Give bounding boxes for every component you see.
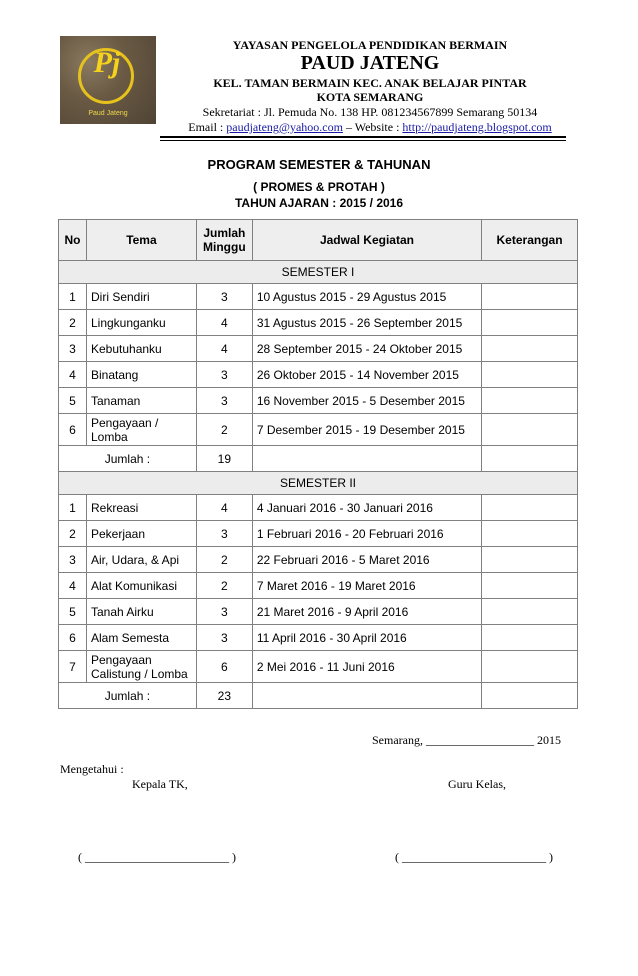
row-jadwal: 28 September 2015 - 24 Oktober 2015 (252, 336, 481, 362)
table-row (59, 336, 578, 362)
row-keterangan (482, 625, 578, 651)
total-empty-ket (482, 446, 578, 472)
row-keterangan (482, 388, 578, 414)
total-value: 23 (196, 683, 252, 709)
total-empty-jadwal (252, 683, 481, 709)
total-label: Jumlah : (59, 446, 197, 472)
logo-text: Pj (93, 46, 121, 79)
email-label: Email : (188, 120, 227, 134)
document-subtitle: ( PROMES & PROTAH ) (253, 180, 385, 194)
semester-1-total-row (59, 446, 578, 472)
row-no: 5 (59, 599, 87, 625)
row-minggu: 3 (196, 284, 252, 310)
row-minggu: 3 (196, 388, 252, 414)
row-no: 4 (59, 573, 87, 599)
row-no: 3 (59, 547, 87, 573)
row-keterangan (482, 599, 578, 625)
table-row (59, 651, 578, 683)
table-row (59, 495, 578, 521)
row-minggu: 6 (196, 651, 252, 683)
row-tema: Binatang (86, 362, 196, 388)
table-row (59, 573, 578, 599)
program-table (58, 219, 578, 709)
col-header-keterangan: Keterangan (482, 220, 578, 261)
row-keterangan (482, 495, 578, 521)
contact-line (170, 120, 570, 135)
total-label: Jumlah : (59, 683, 197, 709)
website-link[interactable]: http://paudjateng.blogspot.com (402, 120, 552, 134)
semester-label: SEMESTER II (59, 472, 578, 495)
table-row (59, 414, 578, 446)
logo-subtext: Paud Jateng (88, 110, 128, 117)
table-row (59, 284, 578, 310)
row-no: 1 (59, 495, 87, 521)
row-keterangan (482, 414, 578, 446)
row-jadwal: 7 Maret 2016 - 19 Maret 2016 (252, 573, 481, 599)
row-jadwal: 26 Oktober 2015 - 14 November 2015 (252, 362, 481, 388)
institution-name: PAUD JATENG (300, 52, 440, 74)
row-tema: Alam Semesta (86, 625, 196, 651)
row-minggu: 4 (196, 310, 252, 336)
row-tema: Diri Sendiri (86, 284, 196, 310)
row-keterangan (482, 547, 578, 573)
row-no: 2 (59, 310, 87, 336)
table-row (59, 362, 578, 388)
academic-year: TAHUN AJARAN : 2015 / 2016 (234, 196, 404, 210)
row-jadwal: 11 April 2016 - 30 April 2016 (252, 625, 481, 651)
row-keterangan (482, 310, 578, 336)
row-keterangan (482, 336, 578, 362)
acknowledged-label: Mengetahui : (60, 762, 124, 776)
row-jadwal: 21 Maret 2016 - 9 April 2016 (252, 599, 481, 625)
table-row (59, 521, 578, 547)
row-no: 6 (59, 625, 87, 651)
secretariat-info: Sekretariat : Jl. Pemuda No. 138 HP. 081234567899 Semarang 50134 (202, 105, 538, 119)
table-row (59, 599, 578, 625)
row-keterangan (482, 651, 578, 683)
row-no: 2 (59, 521, 87, 547)
row-tema: Alat Komunikasi (86, 573, 196, 599)
row-tema: Kebutuhanku (86, 336, 196, 362)
row-jadwal: 31 Agustus 2015 - 26 September 2015 (252, 310, 481, 336)
col-header-no: No (59, 220, 87, 261)
row-no: 5 (59, 388, 87, 414)
semester-1-header (59, 261, 578, 284)
row-jadwal: 1 Februari 2016 - 20 Februari 2016 (252, 521, 481, 547)
letterhead-rule-thick (160, 136, 566, 138)
principal-name-line: ( ________________________ ) (78, 850, 236, 864)
total-empty-jadwal (252, 446, 481, 472)
address-line-2: KOTA SEMARANG (316, 90, 424, 104)
website-label: – Website : (342, 120, 403, 134)
row-keterangan (482, 284, 578, 310)
row-tema: Pengayaan / Lomba (86, 414, 196, 446)
school-logo (60, 36, 156, 124)
total-value: 19 (196, 446, 252, 472)
row-minggu: 3 (196, 625, 252, 651)
col-header-tema: Tema (86, 220, 196, 261)
total-empty-ket (482, 683, 578, 709)
row-tema: Tanah Airku (86, 599, 196, 625)
col-header-jumlah-minggu: Jumlah Minggu (196, 220, 252, 261)
place-date: Semarang, __________________ 2015 (372, 733, 561, 747)
table-row (59, 625, 578, 651)
teacher-name-line: ( ________________________ ) (395, 850, 553, 864)
row-keterangan (482, 521, 578, 547)
table-header-row (59, 220, 578, 261)
foundation-name: YAYASAN PENGELOLA PENDIDIKAN BERMAIN (232, 38, 508, 52)
row-tema: Pekerjaan (86, 521, 196, 547)
row-keterangan (482, 362, 578, 388)
semester-2-total-row (59, 683, 578, 709)
principal-role: Kepala TK, (132, 777, 188, 791)
row-tema: Lingkunganku (86, 310, 196, 336)
row-no: 4 (59, 362, 87, 388)
row-no: 3 (59, 336, 87, 362)
row-minggu: 4 (196, 336, 252, 362)
semester-2-header (59, 472, 578, 495)
row-minggu: 2 (196, 414, 252, 446)
row-minggu: 2 (196, 573, 252, 599)
table-row (59, 388, 578, 414)
col-header-jadwal: Jadwal Kegiatan (252, 220, 481, 261)
row-minggu: 2 (196, 547, 252, 573)
document-title: PROGRAM SEMESTER & TAHUNAN (207, 157, 431, 172)
row-jadwal: 2 Mei 2016 - 11 Juni 2016 (252, 651, 481, 683)
row-jadwal: 7 Desember 2015 - 19 Desember 2015 (252, 414, 481, 446)
address-line-1: KEL. TAMAN BERMAIN KEC. ANAK BELAJAR PINTAR (213, 76, 527, 90)
teacher-role: Guru Kelas, (448, 777, 506, 791)
row-tema: Tanaman (86, 388, 196, 414)
row-keterangan (482, 573, 578, 599)
row-no: 1 (59, 284, 87, 310)
row-minggu: 3 (196, 599, 252, 625)
row-jadwal: 10 Agustus 2015 - 29 Agustus 2015 (252, 284, 481, 310)
row-minggu: 4 (196, 495, 252, 521)
row-no: 7 (59, 651, 87, 683)
row-tema: Rekreasi (86, 495, 196, 521)
table-row (59, 310, 578, 336)
row-tema: Pengayaan Calistung / Lomba (86, 651, 196, 683)
row-jadwal: 16 November 2015 - 5 Desember 2015 (252, 388, 481, 414)
row-jadwal: 22 Februari 2016 - 5 Maret 2016 (252, 547, 481, 573)
row-minggu: 3 (196, 521, 252, 547)
email-link[interactable]: paudjateng@yahoo.com (226, 120, 343, 134)
table-row (59, 547, 578, 573)
row-tema: Air, Udara, & Api (86, 547, 196, 573)
semester-label: SEMESTER I (59, 261, 578, 284)
row-jadwal: 4 Januari 2016 - 30 Januari 2016 (252, 495, 481, 521)
row-no: 6 (59, 414, 87, 446)
row-minggu: 3 (196, 362, 252, 388)
letterhead-rule-thin (160, 140, 566, 141)
